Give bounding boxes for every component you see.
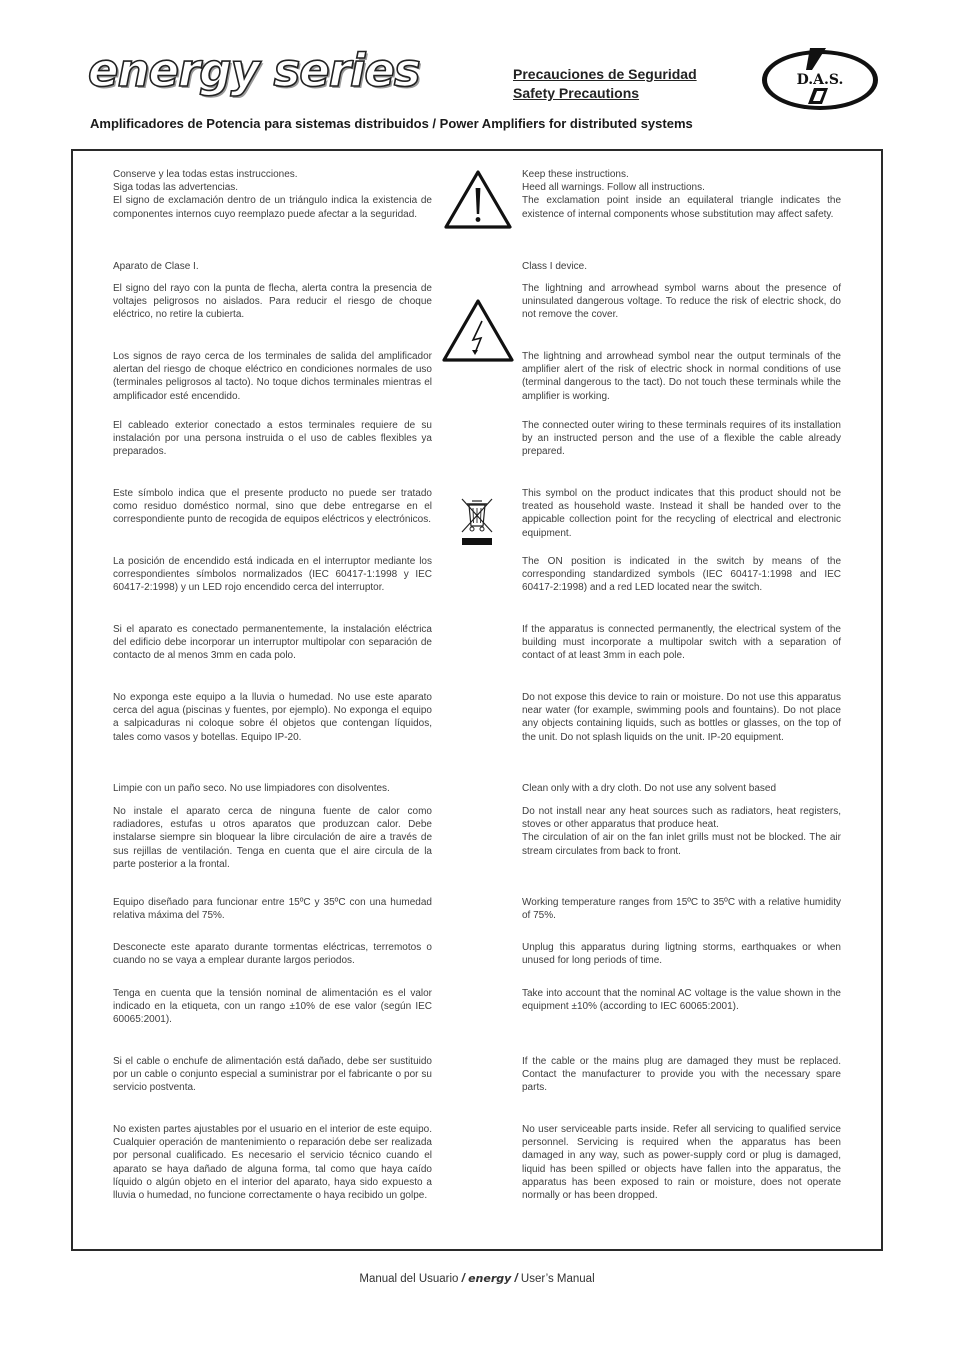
block-en-5 — [522, 487, 841, 540]
block-en-1 — [522, 260, 841, 273]
block-en-11 — [522, 896, 841, 922]
block-en-0-line-0: Keep these instructions. — [522, 169, 629, 180]
footer-es: Manual del Usuario — [359, 1273, 459, 1285]
block-es-10-line-0: No instale el aparato cerca de ninguna fuente de calor como radiadores, estufas u otros aparatos que produzcan calor. Debe instalarse siempre sin bloquear la libre circulación de aire a través de sus rejillas de ventilación. Tenga en cuenta que el aire circula de la parte posterior a la frontal. — [113, 806, 432, 870]
block-es-11-line-0: Equipo diseñado para funcionar entre 15ºC y 35ºC con una humedad relativa máxima del 75%. — [113, 897, 432, 922]
block-es-2 — [113, 282, 432, 322]
block-en-13-line-0: Take into account that the nominal AC voltage is the value shown in the equipment ±10% (according to IEC 60065:2001). — [522, 988, 841, 1013]
block-en-3-line-0: The lightning and arrowhead symbol near the output terminals of the amplifier alert of the risk of electric shock in normal conditions of use (terminal dangerous to the tact). Do not touch these terminals while the amplifier is working. — [522, 351, 841, 402]
footer-slash-2: / — [514, 1273, 518, 1285]
block-es-2-line-0: El signo del rayo con la punta de flecha, alerta contra la presencia de voltajes peligrosos no aislados. Para reducir el riesgo de choque eléctrico, no retire la cubierta. — [113, 283, 432, 321]
block-es-6-line-0: La posición de encendido está indicada en el interruptor mediante los correspondientes símbolos normalizados (IEC 60417-1:1998 y IEC 60417-2:1998) y un LED rojo encendido cerca del interruptor. — [113, 556, 432, 594]
block-en-6 — [522, 555, 841, 595]
block-es-14-line-0: Si el cable o enchufe de alimentación está dañado, debe ser sustituido por un cable o conjunto especial a suministrar por el fabricante o por su servicio postventa. — [113, 1056, 432, 1094]
block-en-6-line-0: The ON position is indicated in the switch by means of the corresponding standardized symbols (IEC 60417-1:1998 and IEC 60417-2:1998) and a red LED located near the switch. — [522, 556, 841, 594]
block-es-9-line-0: Limpie con un paño seco. No use limpiadores con disolventes. — [113, 783, 390, 794]
das-logo — [760, 46, 882, 112]
footer-slash-1: / — [461, 1273, 465, 1285]
block-en-12 — [522, 941, 841, 967]
block-en-9 — [522, 782, 841, 795]
block-es-7-line-0: Si el aparato es conectado permanentemente, la instalación eléctrica del edificio debe incorporar un interruptor multipolar con separación de contacto de al menos 3mm en cada polo. — [113, 624, 432, 662]
block-en-9-line-0: Clean only with a dry cloth. Do not use any solvent based — [522, 783, 777, 794]
block-en-8 — [522, 691, 841, 744]
exclamation-triangle-icon — [443, 168, 513, 230]
block-en-13 — [522, 987, 841, 1013]
block-en-2-line-0: The lightning and arrowhead symbol warns about the presence of uninsulated dangerous voltage. To reduce the risk of electric shock, do not remove the cover. — [522, 283, 841, 321]
subtitle: Amplificadores de Potencia para sistemas distribuidos / Power Amplifiers for distributed systems — [90, 116, 693, 131]
block-es-15 — [113, 1123, 432, 1202]
block-en-2 — [522, 282, 841, 322]
footer-en: User’s Manual — [520, 1273, 595, 1285]
block-es-7 — [113, 623, 432, 663]
block-es-13-line-0: Tenga en cuenta que la tensión nominal de alimentación es el valor indicado en la etiqueta, con un rango ±10% de ese valor (según IEC 60065:2001). — [113, 988, 432, 1026]
series-title: energy series — [88, 44, 420, 97]
block-es-8-line-0: No exponga este equipo a la lluvia o humedad. No use este aparato cerca del agua (piscinas y fuentes, por ejemplo). No exponga el equipo a salpicaduras ni coloque sobre él objetos que contengan líquidos, tales como vasos y botellas. Equipo IP-20. — [113, 692, 432, 743]
block-en-10 — [522, 805, 841, 858]
block-es-12 — [113, 941, 432, 967]
block-en-0-line-2: The exclamation point inside an equilateral triangle indicates the existence of internal components whose substitution may affect safety. — [522, 195, 841, 220]
block-es-0 — [113, 168, 432, 221]
block-en-5-line-0: This symbol on the product indicates that this product should not be treated as household waste. Instead it shall be handed over to the appicable collection point for the recycling of electrical and electronic equipment. — [522, 488, 841, 539]
block-es-8 — [113, 691, 432, 744]
block-es-0-line-0: Conserve y lea todas estas instrucciones. — [113, 169, 298, 180]
block-es-1 — [113, 260, 432, 273]
block-es-6 — [113, 555, 432, 595]
block-es-15-line-0: No existen partes ajustables por el usuario en el interior de este equipo. Cualquier operación de mantenimiento o reparación debe ser realizada por personal cualificado. Es necesario el servicio técnico cuando el aparato se haya dañado de alguna forma, tal como que haya caído líquido o algún objeto en el interior del aparato, haya sido expuesto a lluvia o humedad, no funcione correctamente o haya recibido un golpe. — [113, 1124, 432, 1202]
precautions-title-en: Safety Precautions — [513, 85, 640, 101]
crossed-bin-icon — [460, 496, 494, 550]
precautions-title — [513, 65, 697, 103]
block-en-10-line-0: Do not install near any heat sources such as radiators, heat registers, stoves or other apparatus that produce heat. — [522, 806, 841, 831]
precautions-title-es: Precauciones de Seguridad — [513, 66, 697, 82]
block-es-10 — [113, 805, 432, 871]
logo-text: D.A.S. — [796, 72, 844, 88]
lightning-triangle-icon — [441, 297, 515, 363]
block-en-10-line-1: The circulation of air on the fan inlet grills must not be blocked. The air stream circulates from back to front. — [522, 832, 841, 857]
block-en-15-line-0: No user serviceable parts inside. Refer all servicing to qualified service personnel. Servicing is required when the apparatus has been damaged in any way, such as power-supply cord or plug is damaged, liquid has been spilled or objects have fallen into the apparatus, the apparatus has been exposed to rain or moisture, does not operate normally or has been dropped. — [522, 1124, 841, 1202]
page-footer — [0, 1272, 954, 1285]
block-es-9 — [113, 782, 432, 795]
block-en-7 — [522, 623, 841, 663]
block-en-14-line-0: If the cable or the mains plug are damaged they must be replaced. Contact the manufacturer to provide you with the necessary spare parts. — [522, 1056, 841, 1094]
block-en-3 — [522, 350, 841, 403]
block-es-0-line-2: El signo de exclamación dentro de un triángulo indica la existencia de componentes internos cuyo reemplazo puede afectar a la seguridad. — [113, 195, 432, 220]
block-en-8-line-0: Do not expose this device to rain or moisture. Do not use this apparatus near water (for example, swimming pools and fountains). Do not place any objects containing liquids, such as bottles or glasses, on the top of the unit. Do not splash liquids on the unit. IP-20 equipment. — [522, 692, 841, 743]
block-en-14 — [522, 1055, 841, 1095]
block-en-0 — [522, 168, 841, 221]
block-en-11-line-0: Working temperature ranges from 15ºC to 35ºC with a relative humidity of 75%. — [522, 897, 841, 922]
block-es-12-line-0: Desconecte este aparato durante tormentas eléctricas, terremotos o cuando no se vaya a emplear durante largos periodos. — [113, 942, 432, 967]
block-es-5 — [113, 487, 432, 527]
block-es-3-line-0: Los signos de rayo cerca de los terminales de salida del amplificador alertan del riesgo de choque eléctrico en condiciones normales de uso (terminales peligrosos al tacto). No toque dichos terminales mientras el amplificador esté encendido. — [113, 351, 432, 402]
block-en-0-line-1: Heed all warnings. Follow all instructions. — [522, 182, 705, 194]
block-es-13 — [113, 987, 432, 1027]
block-es-4 — [113, 419, 432, 459]
footer-brand: energy — [468, 1272, 512, 1285]
block-en-1-line-0: Class I device. — [522, 261, 588, 272]
block-en-4 — [522, 419, 841, 459]
block-es-0-line-1: Siga todas las advertencias. — [113, 182, 239, 194]
block-en-7-line-0: If the apparatus is connected permanently, the electrical system of the building must incorporate a multipolar switch with a separation of contact of at least 3mm in each pole. — [522, 624, 841, 662]
block-en-12-line-0: Unplug this apparatus during ligtning storms, earthquakes or when unused for long periods of time. — [522, 942, 841, 967]
block-es-5-line-0: Este símbolo indica que el presente producto no puede ser tratado como residuo doméstico normal, sino que debe entregarse en el correspondiente punto de recogida de equipos eléctricos y electrónicos. — [113, 488, 432, 526]
block-es-3 — [113, 350, 432, 403]
block-es-14 — [113, 1055, 432, 1095]
block-en-15 — [522, 1123, 841, 1202]
block-es-11 — [113, 896, 432, 922]
block-es-4-line-0: El cableado exterior conectado a estos terminales requiere de su instalación por una persona instruida o el uso de cables flexibles ya preparados. — [113, 420, 432, 458]
block-en-4-line-0: The connected outer wiring to these terminals requires of its installation by an instructed person and the use of a flexible the cable already prepared. — [522, 420, 841, 458]
block-es-1-line-0: Aparato de Clase I. — [113, 261, 199, 272]
